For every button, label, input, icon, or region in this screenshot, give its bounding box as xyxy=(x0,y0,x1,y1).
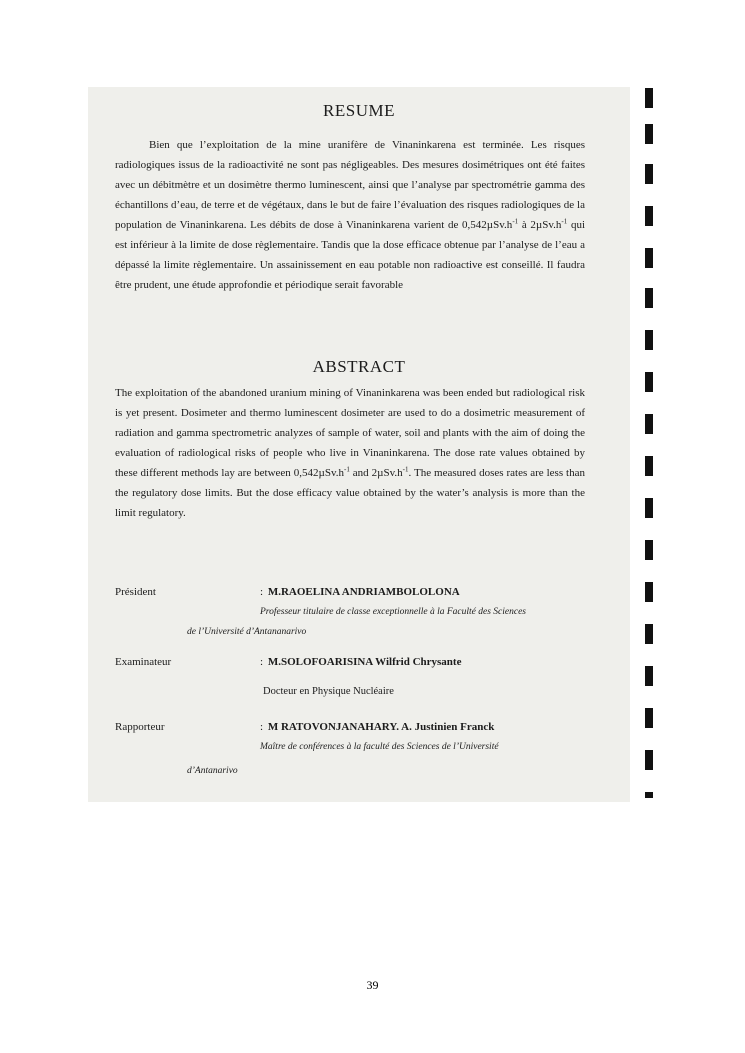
resume-exponent-1: -1 xyxy=(512,217,519,226)
resume-paragraph xyxy=(115,135,585,295)
binding-holes xyxy=(645,88,657,803)
abstract-paragraph xyxy=(115,383,585,523)
abstract-text-1: The exploitation of the abandoned uranium mining of Vinaninkarena was been ended but radiological risk is yet present. Dosimeter and thermo luminescent dosimeter are used to do a dosimetric measurement of radiation and gamma spectrometric analyzes of sample of water, soil and plants with the aim of doing the evaluation of radiological risks of people who live in Vinaninkarena. The dose rate values obtained by these different methods lay are between 0,542µSv.h xyxy=(115,387,585,479)
binding-hole xyxy=(645,750,653,770)
abstract-text-2: and 2µSv.h xyxy=(349,467,403,479)
examinateur-role: Examinateur xyxy=(115,656,172,668)
resume-text-1: Bien que l’exploitation de la mine uranifère de Vinaninkarena est terminée. Les risques radiologiques issus de la radioactivité ne sont pas négligeables. Des mesures dosimétriques ont été faites avec un débitmètre et un dosimètre thermo luminescent, ainsi que l’analyse par spectrométrie gamma des échantillons d’eau, de terre et de végétaux, dans le but de faire l’évaluation des risques radiologiques de la population de Vinaninkarena. Les débits de dose à Vinaninkarena varient de 0,542µSv.h xyxy=(115,139,585,231)
examinateur-name xyxy=(260,656,461,668)
page-number: 39 xyxy=(366,978,379,992)
binding-hole xyxy=(645,456,653,476)
binding-hole xyxy=(645,206,653,226)
binding-hole xyxy=(645,124,653,144)
resume-text-3: qui est inférieur à la limite de dose règlementaire. Tandis que la dose efficace obtenue par l’analyse de l’eau a dépassé la limite règlementaire. Un assainissement en eau potable non radioactive est conseillé. Il faudra être prudent, une étude approfondie et périodique serait favorable xyxy=(115,219,586,291)
rapporteur-title-continued: d’Antanarivo xyxy=(187,766,238,776)
president-title: Professeur titulaire de classe exceptionnelle à la Faculté des Sciences xyxy=(260,607,527,617)
rapporteur-name-text: M RATOVONJANAHARY. A. Justinien Franck xyxy=(267,721,495,733)
binding-hole xyxy=(645,666,653,686)
president-name xyxy=(260,586,460,598)
binding-hole xyxy=(645,792,653,798)
binding-hole xyxy=(645,414,653,434)
resume-exponent-2: -1 xyxy=(561,217,568,226)
binding-hole xyxy=(645,288,653,308)
scanned-page xyxy=(88,87,630,802)
resume-text-2: à 2µSv.h xyxy=(518,219,562,231)
abstract-title: ABSTRACT xyxy=(312,357,406,376)
rapporteur-role: Rapporteur xyxy=(115,721,165,733)
examinateur-name-text: M.SOLOFOARISINA Wilfrid Chrysante xyxy=(267,656,462,668)
abstract-text-3: . The measured doses rates are less than the regulatory dose limits. But the dose efficacy value obtained by the water’s analysis is more than the limit regulatory. xyxy=(115,467,585,519)
binding-hole xyxy=(645,624,653,644)
binding-hole xyxy=(645,540,653,560)
binding-hole xyxy=(645,248,653,268)
abstract-exponent-1: -1 xyxy=(344,465,350,474)
resume-title: RESUME xyxy=(323,101,395,120)
president-title-continued: de l’Université d’Antananarivo xyxy=(187,627,307,637)
president-role: Président xyxy=(115,586,156,598)
binding-hole xyxy=(645,498,653,518)
examinateur-title: Docteur en Physique Nucléaire xyxy=(263,686,394,697)
binding-hole xyxy=(645,164,653,184)
binding-hole xyxy=(645,708,653,728)
binding-hole xyxy=(645,372,653,392)
binding-hole xyxy=(645,582,653,602)
abstract-exponent-2: -1 xyxy=(402,465,409,474)
binding-hole xyxy=(645,88,653,108)
rapporteur-name xyxy=(260,721,494,733)
examinateur-colon: : xyxy=(260,656,264,668)
rapporteur-colon: : xyxy=(260,721,264,733)
president-name-text: M.RAOELINA ANDRIAMBOLOLONA xyxy=(267,586,460,598)
rapporteur-title: Maître de conférences à la faculté des Sciences de l’Université xyxy=(260,742,499,752)
president-colon: : xyxy=(260,586,264,598)
binding-hole xyxy=(645,330,653,350)
